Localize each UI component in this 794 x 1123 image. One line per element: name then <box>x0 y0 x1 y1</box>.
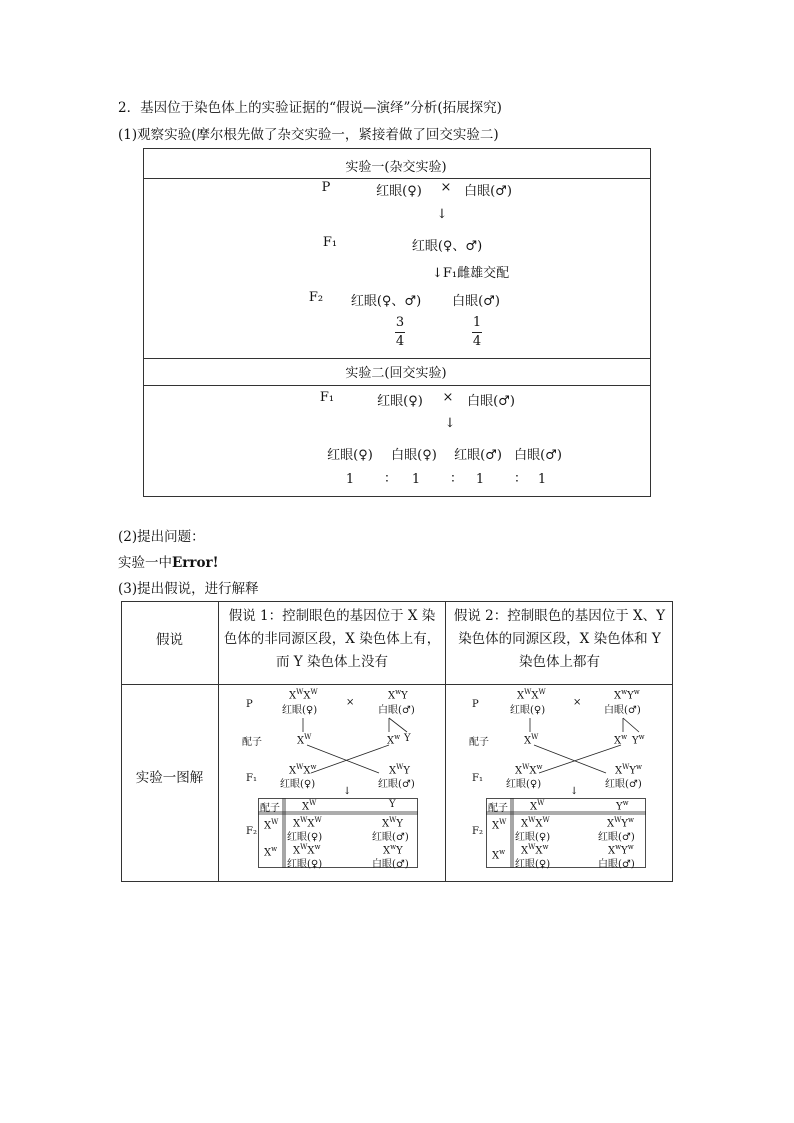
f1-female-genotype: $X^WX^w$ <box>515 763 543 777</box>
ratio-white-fraction: 1 4 <box>472 315 482 349</box>
gamete-xw: $X^W$ <box>297 733 312 747</box>
col-yw: $Y^w$ <box>616 799 629 813</box>
cross-sign: × <box>440 180 452 195</box>
row-xw-2: $X^w$ <box>492 848 506 862</box>
white-male: 白眼(♂) <box>604 705 641 716</box>
down-arrow: ↓ <box>343 786 352 797</box>
f1-red-male: 红眼(♂) <box>605 779 642 790</box>
white-male: 白眼(♂) <box>378 705 415 716</box>
divider <box>143 385 651 386</box>
hypothesis-2: 假说 2：控制眼色的基因位于 X、Y 染色体的同源区段，X 染色体和 Y 染色体上都有 <box>453 608 666 670</box>
f2-white: 白眼(♂) <box>452 294 500 309</box>
colon: ∶ <box>515 472 519 487</box>
cell-genotype: $X^WX^W$ <box>521 816 550 830</box>
gamete-label: 配子 <box>469 737 489 748</box>
cross-sign: × <box>573 697 582 708</box>
f1-red-female: 红眼(♀) <box>506 779 542 790</box>
cell-red-male: 红眼(♂) <box>372 832 409 843</box>
step-question: (2)提出问题： <box>118 529 205 545</box>
cell-red-female: 红眼(♀) <box>287 859 323 870</box>
gamete-xw: $X^W$ <box>524 733 539 747</box>
exp2-title: 实验二(回交实验) <box>345 366 447 381</box>
p-label: P <box>246 699 253 710</box>
cell-genotype: $X^WX^W$ <box>293 816 322 830</box>
red-female: 红眼(♀) <box>282 705 318 716</box>
f1-label: F₁ <box>319 390 335 405</box>
cell-red-male: 红眼(♂) <box>598 832 635 843</box>
f1-male-genotype: $X^WY^w$ <box>615 763 642 777</box>
p-female: 红眼(♀) <box>376 184 422 199</box>
step-hypothesis: (3)提出假说，进行解释 <box>118 581 259 597</box>
f2-red: 红眼(♀、♂) <box>350 294 422 309</box>
offspring-3: 红眼(♂) <box>454 448 502 463</box>
f1-label: F₁ <box>472 773 483 784</box>
cell-red-female: 红眼(♀) <box>515 859 551 870</box>
f1-male-genotype: $X^WY$ <box>389 763 410 777</box>
cell-genotype: $X^WX^w$ <box>293 843 321 857</box>
colon: ∶ <box>451 472 455 487</box>
gamete-xw-male: $X^w$ <box>387 733 401 747</box>
diagram-label: 实验一图解 <box>135 770 204 786</box>
f1-label: F₁ <box>246 773 257 784</box>
cross-sign: × <box>442 390 454 405</box>
divider <box>143 178 651 179</box>
down-arrow: ↓ <box>436 207 448 222</box>
f1-mating: ↓F₁雌雄交配 <box>432 266 510 281</box>
p-label: P <box>321 180 331 195</box>
divider <box>143 358 651 359</box>
p-male: 白眼(♂) <box>464 184 512 199</box>
down-arrow: ↓ <box>444 416 456 431</box>
section-heading: 2．基因位于染色体上的实验证据的“假说—演绎”分析(拓展探究) <box>118 100 502 116</box>
cell-white-male: 白眼(♂) <box>598 859 635 870</box>
punnett-head: 配子 <box>488 803 508 814</box>
ratio-3: 1 <box>475 472 485 487</box>
cell-genotype: $X^wY$ <box>383 843 403 857</box>
step-observe: (1)观察实验(摩尔根先做了杂交实验一，紧接着做了回交实验二) <box>118 127 499 143</box>
offspring-4: 白眼(♂) <box>514 448 562 463</box>
question-prefix: 实验一中 <box>118 555 172 571</box>
f1-label: F₁ <box>322 235 338 250</box>
row-xw-2: $X^w$ <box>264 845 278 859</box>
cell-genotype: $X^WY$ <box>382 816 403 830</box>
gamete-label: 配子 <box>242 737 262 748</box>
col-xw: $X^W$ <box>302 799 317 813</box>
col-xw: $X^W$ <box>530 799 545 813</box>
cell-white-male: 白眼(♂) <box>372 859 409 870</box>
offspring-2: 白眼(♀) <box>391 448 437 463</box>
gamete-y: Y <box>404 733 411 744</box>
punnett-head: 配子 <box>260 803 280 814</box>
ratio-red-fraction: 3 4 <box>395 315 405 349</box>
gamete-yw: $Y^w$ <box>632 733 645 747</box>
ratio-4: 1 <box>537 472 547 487</box>
genotype-female: $X^WX^W$ <box>289 688 318 702</box>
exp1-title: 实验一(杂交实验) <box>345 160 447 175</box>
question-line <box>118 551 219 571</box>
f1-female: 红眼(♀) <box>377 394 423 409</box>
ratio-2: 1 <box>411 472 421 487</box>
f1-phenotype: 红眼(♀、♂) <box>411 239 483 254</box>
red-female: 红眼(♀) <box>510 705 546 716</box>
hypothesis-label: 假说 <box>156 632 183 648</box>
male-parent: 白眼(♂) <box>467 394 515 409</box>
cell-red-female: 红眼(♀) <box>515 832 551 843</box>
genotype-female: $X^WX^W$ <box>517 688 546 702</box>
hypothesis-1: 假说 1：控制眼色的基因位于 X 染色体的非同源区段，X 染色体上有，而 Y 染色体上没有 <box>223 608 441 670</box>
f2-label: F₂ <box>246 826 257 837</box>
row-xw: $X^W$ <box>492 818 507 832</box>
offspring-1: 红眼(♀) <box>327 448 373 463</box>
down-arrow: ↓ <box>570 786 579 797</box>
f2-label: F₂ <box>472 826 483 837</box>
error-text: Error! <box>172 555 219 571</box>
f1-female-genotype: $X^WX^w$ <box>289 763 317 777</box>
cell-genotype: $X^WY^w$ <box>607 816 634 830</box>
p-label: P <box>472 699 479 710</box>
genotype-male: $X^wY$ <box>388 688 408 702</box>
colon: ∶ <box>385 472 389 487</box>
cross-sign: × <box>346 697 355 708</box>
cell-genotype: $X^WX^w$ <box>521 843 549 857</box>
f1-red-female: 红眼(♀) <box>280 779 316 790</box>
genotype-male: $X^wY^w$ <box>614 688 640 702</box>
col-y: Y <box>389 799 396 810</box>
gamete-xw-male: $X^w$ <box>614 733 628 747</box>
ratio-1: 1 <box>345 472 355 487</box>
f1-red-male: 红眼(♂) <box>378 779 415 790</box>
cell-red-female: 红眼(♀) <box>287 832 323 843</box>
cell-genotype: $X^wY^w$ <box>608 843 634 857</box>
row-xw: $X^W$ <box>264 818 279 832</box>
f2-label: F₂ <box>308 290 324 305</box>
